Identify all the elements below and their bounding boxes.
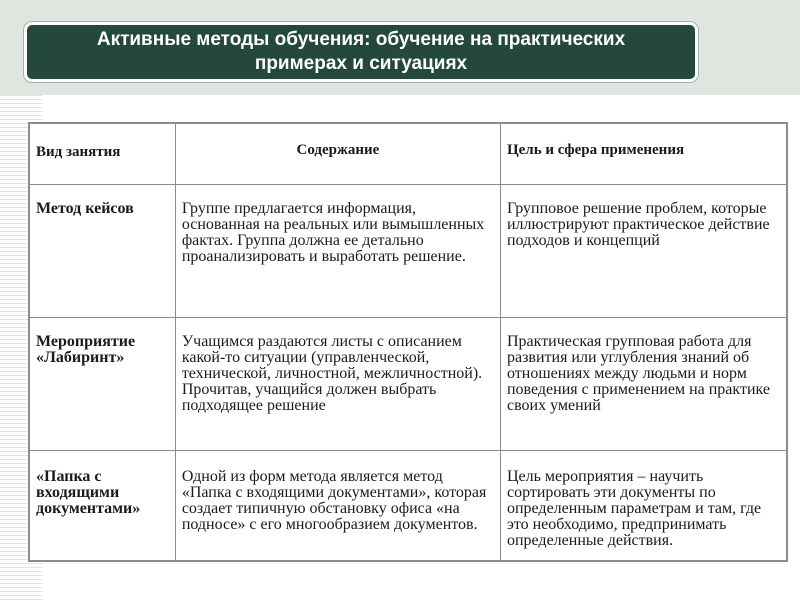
table-row <box>29 318 787 451</box>
row-content: Группе предлагается информация, основанная на реальных или вымышленных фактах. Группа должна ее детально проанализировать и выработать решение. <box>175 185 500 318</box>
header-purpose: Цель и сфера применения <box>500 123 787 185</box>
row-purpose: Групповое решение проблем, которые иллюстрируют практическое действие подходов и концепций <box>500 185 787 318</box>
row-content: Одной из форм метода является метод «Папка с входящими документами», которая создает типичную обстановку офиса «на подносе» с его многообразием документов. <box>175 451 500 562</box>
table-header-row <box>29 123 787 185</box>
header-content: Содержание <box>175 123 500 185</box>
row-type: «Папка с входящими документами» <box>29 451 175 562</box>
slide-title: Активные методы обучения: обучение на практических примерах и ситуациях <box>96 29 626 74</box>
table-row <box>29 185 787 318</box>
row-purpose: Цель мероприятия – научить сортировать эти документы по определенным параметрам и там, где это необходимо, предпринимать определенные действия. <box>500 451 787 562</box>
row-type: Метод кейсов <box>29 185 175 318</box>
row-content: Учащимся раздаются листы с описанием какой-то ситуации (управленческой, технической, личностной, межличностной). Прочитав, учащийся должен выбрать подходящее решение <box>175 318 500 451</box>
methods-table <box>28 122 788 562</box>
table-row <box>29 451 787 562</box>
title-banner <box>24 22 698 82</box>
row-purpose: Практическая групповая работа для развития или углубления знаний об отношениях между людьми и норм поведения с применением на практике своих умений <box>500 318 787 451</box>
header-type: Вид занятия <box>29 123 175 185</box>
row-type: Мероприятие «Лабиринт» <box>29 318 175 451</box>
